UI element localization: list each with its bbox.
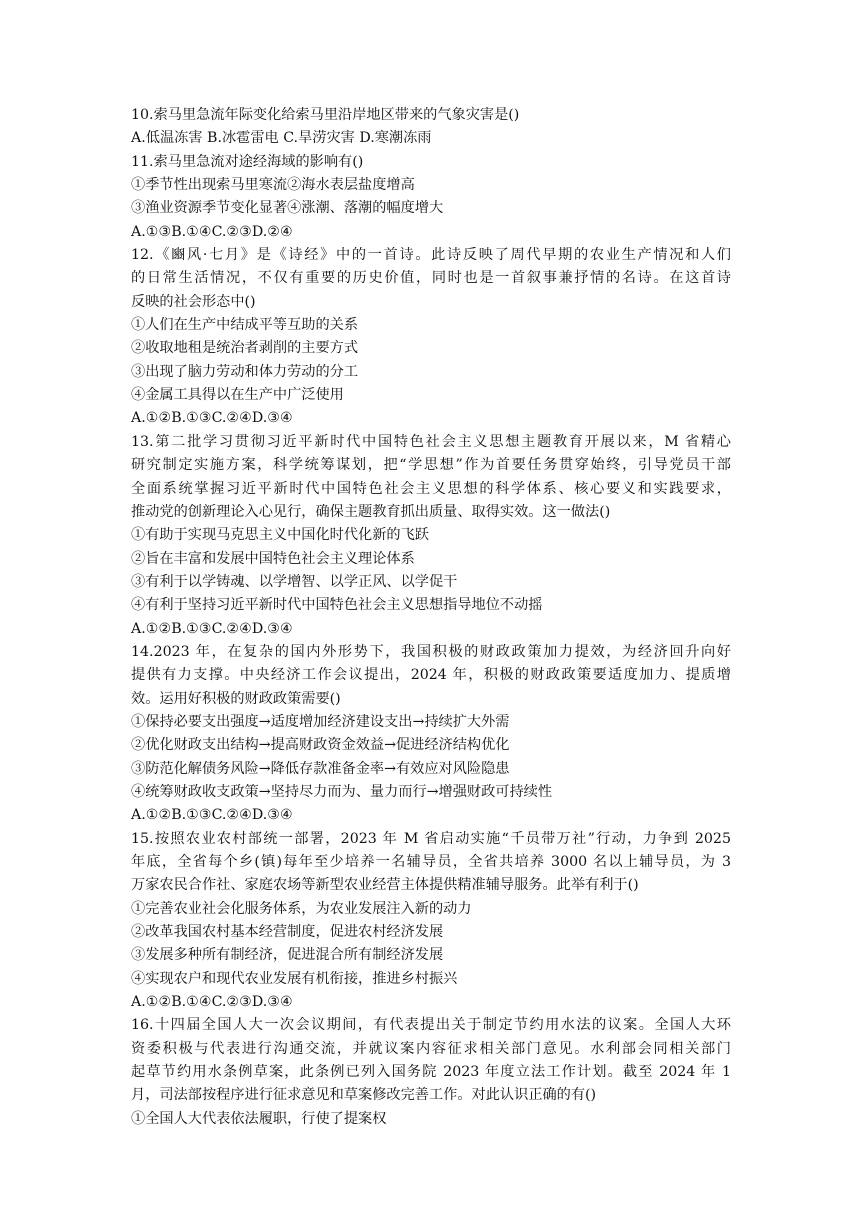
text-line: ④金属工具得以在生产中广泛使用 [131, 387, 344, 404]
text-line: A.①②B.①③C.②④D.③④ [131, 410, 293, 427]
text-line: ②改革我国农村基本经营制度，促进农村经济发展 [131, 924, 444, 941]
text-line: 起草节约用水条例草案，此条例已列入国务院 2023 年度立法工作计划。截至 2024 年 1 [131, 1064, 731, 1081]
text-line: ①人们在生产中结成平等互助的关系 [131, 317, 359, 334]
text-line: ③发展多种所有制经济，促进混合所有制经济发展 [131, 947, 444, 964]
text-line: ③有利于以学铸魂、以学增智、以学正风、以学促干 [131, 573, 458, 590]
text-line: 16.十四届全国人大一次会议期间，有代表提出关于制定节约用水法的议案。全国人大环 [131, 1017, 731, 1034]
text-line: 的日常生活情况，不仅有重要的历史价值，同时也是一首叙事兼抒情的名诗。在这首诗 [131, 270, 731, 287]
text-line: A.①②B.①③C.②④D.③④ [131, 807, 293, 824]
text-line: ②旨在丰富和发展中国特色社会主义理论体系 [131, 550, 415, 567]
text-line: 反映的社会形态中() [131, 293, 256, 310]
text-line: ④统筹财政收支政策→坚持尽力而为、量力而行→增强财政可持续性 [131, 783, 553, 800]
text-line: ②收取地租是统治者剥削的主要方式 [131, 340, 359, 357]
text-line: ④实现农户和现代农业发展有机衔接，推进乡村振兴 [131, 970, 458, 987]
text-line: A.低温冻害 B.冰雹雷电 C.旱涝灾害 D.寒潮冻雨 [131, 130, 432, 147]
text-line: 推动党的创新理论入心见行，确保主题教育抓出质量、取得实效。这一做法() [131, 503, 611, 520]
question-text-block [131, 104, 731, 1131]
text-line: ③防范化解债务风险→降低存款准备金率→有效应对风险隐患 [131, 760, 510, 777]
text-line: 13.第二批学习贯彻习近平新时代中国特色社会主义思想主题教育开展以来，M 省精心 [131, 433, 731, 450]
text-line: 年底，全省每个乡(镇)每年至少培养一名辅导员，全省共培养 3000 名以上辅导员，为 3 [131, 854, 731, 870]
text-line: ④有利于坚持习近平新时代中国特色社会主义思想指导地位不动摇 [131, 597, 543, 614]
text-line: 15.按照农业农村部统一部署，2023 年 M 省启动实施“千员带万社”行动，力争到 2025 [131, 830, 731, 847]
text-line: ②优化财政支出结构→提高财政资金效益→促进经济结构优化 [131, 737, 510, 754]
text-line: 资委积极与代表进行沟通交流，并就议案内容征求相关部门意见。水利部会同相关部门 [131, 1040, 731, 1057]
text-line: ③出现了脑力劳动和体力劳动的分工 [131, 363, 359, 380]
text-line: 12.《豳风·七月》是《诗经》中的一首诗。此诗反映了周代早期的农业生产情况和人们 [131, 247, 731, 264]
text-line: 全面系统掌握习近平新时代中国特色社会主义思想的科学体系、核心要义和实践要求， [131, 480, 731, 497]
text-line: 14.2023 年，在复杂的国内外形势下，我国积极的财政政策加力提效，为经济回升向好 [131, 643, 731, 660]
text-line: A.①③B.①④C.②③D.②④ [131, 223, 293, 240]
text-line: 11.索马里急流对途经海域的影响有() [131, 153, 364, 170]
text-line: ①有助于实现马克思主义中国化时代化新的飞跃 [131, 527, 429, 544]
text-line: 万家农民合作社、家庭农场等新型农业经营主体提供精准辅导服务。此举有利于() [131, 877, 639, 894]
text-line: 提供有力支撑。中央经济工作会议提出，2024 年，积极的财政政策要适度加力、提质增 [131, 667, 731, 684]
text-line: 10.索马里急流年际变化给索马里沿岸地区带来的气象灾害是() [131, 107, 520, 123]
text-line: ①全国人大代表依法履职，行使了提案权 [131, 1110, 387, 1127]
text-line: 月，司法部按程序进行征求意见和草案修改完善工作。对此认识正确的有() [131, 1087, 597, 1104]
text-line: ①季节性出现索马里寒流②海水表层盐度增高 [131, 177, 415, 194]
text-line: 研究制定实施方案，科学统筹谋划，把“学思想”作为首要任务贯穿始终，引导党员干部 [131, 457, 731, 474]
text-line: 效。运用好积极的财政政策需要() [131, 690, 341, 707]
text-line: ①保持必要支出强度→适度增加经济建设支出→持续扩大外需 [131, 713, 510, 730]
text-line: A.①②B.①③C.②④D.③④ [131, 620, 293, 637]
text-line: A.①②B.①④C.②③D.③④ [131, 994, 293, 1011]
text-line: ③渔业资源季节变化显著④涨潮、落潮的幅度增大 [131, 200, 444, 217]
text-line: ①完善农业社会化服务体系，为农业发展注入新的动力 [131, 900, 472, 917]
